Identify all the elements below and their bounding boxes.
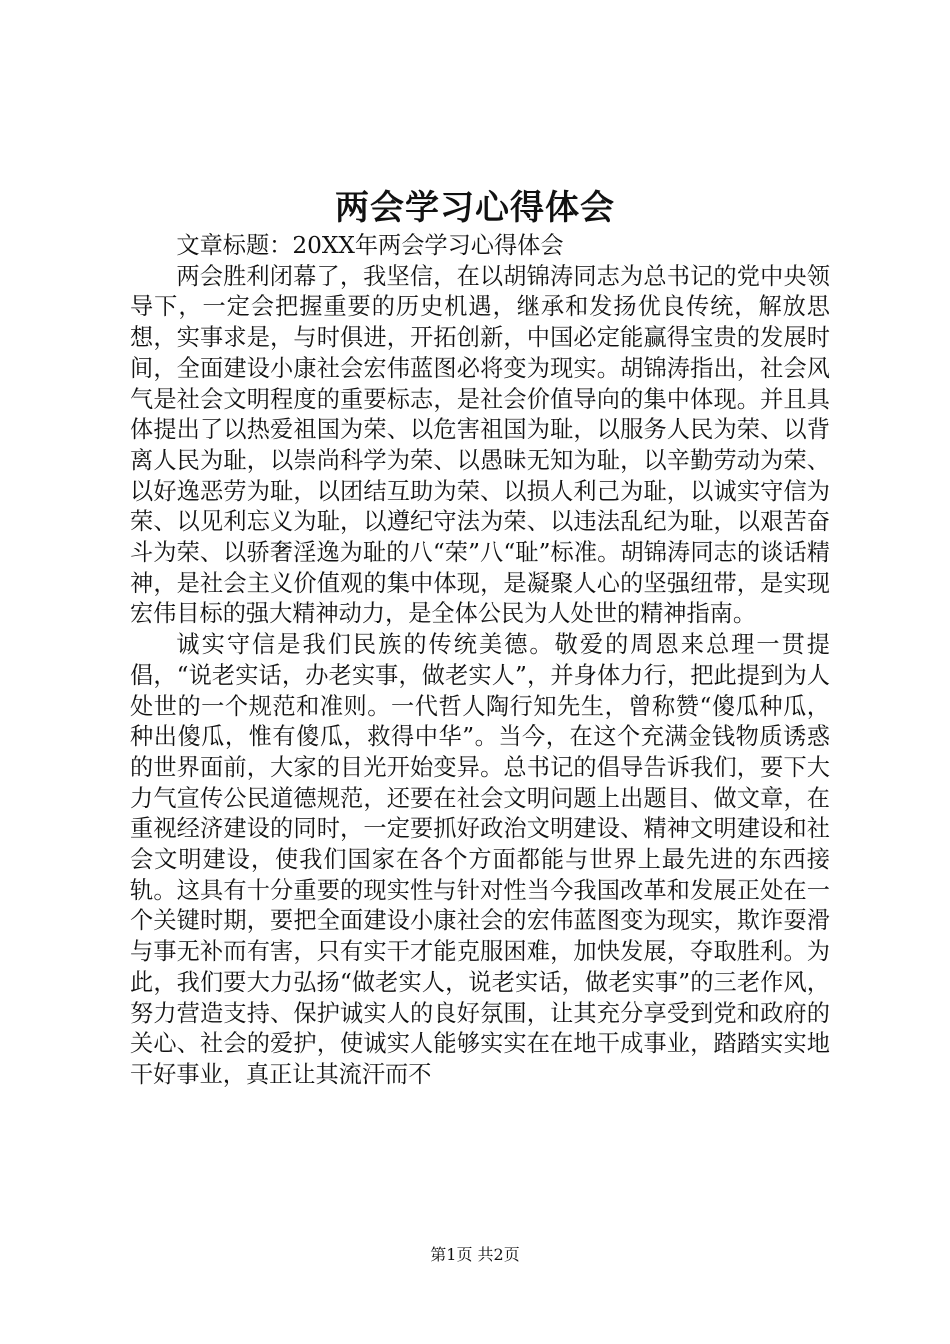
- article-title-line: 文章标题：20XX年两会学习心得体会: [176, 232, 564, 259]
- page-footer: 第1页 共2页: [430, 1245, 520, 1264]
- paragraph-1: 两会胜利闭幕了，我坚信，在以胡锦涛同志为总书记的党中央领导下，一定会把握重要的历史机遇，继承和发扬优良传统，解放思想，实事求是，与时俱进，开拓创新，中国必定能赢得宝贵的发展时间，全面建设小康社会宏伟蓝图必将变为现实。胡锦涛指出，社会风气是社会文明程度的重要标志，是社会价值导向的集中体现。并且具体提出了以热爱祖国为荣、以危害祖国为耻，以服务人民为荣、以背离人民为耻，以崇尚科学为荣、以愚昧无知为耻，以辛勤劳动为荣、以好逸恶劳为耻，以团结互助为荣、以损人利己为耻，以诚实守信为荣、以见利忘义为耻，以遵纪守法为荣、以违法乱纪为耻，以艰苦奋斗为荣、以骄奢淫逸为耻的八“荣”八“耻”标准。胡锦涛同志的谈话精神，是社会主义价值观的集中体现，是凝聚人心的坚强纽带，是实现宏伟目标的强大精神动力，是全体公民为人处世的精神指南。: [130, 262, 830, 628]
- document-title: 两会学习心得体会: [335, 188, 615, 228]
- document-body: [130, 231, 830, 1091]
- paragraph-2: 诚实守信是我们民族的传统美德。敬爱的周恩来总理一贯提倡，“说老实话，办老实事，做老实人”，并身体力行，把此提到为人处世的一个规范和准则。一代哲人陶行知先生，曾称赞“傻瓜种瓜，种出傻瓜，惟有傻瓜，救得中华”。当今，在这个充满金钱物质诱惑的世界面前，大家的目光开始变异。总书记的倡导告诉我们，要下大力气宣传公民道德规范，还要在社会文明问题上出题目、做文章，在重视经济建设的同时，一定要抓好政治文明建设、精神文明建设和社会文明建设，使我们国家在各个方面都能与世界上最先进的东西接轨。这具有十分重要的现实性与针对性当今我国改革和发展正处在一个关键时期，要把全面建设小康社会的宏伟蓝图变为现实，欺诈耍滑与事无补而有害，只有实干才能克服困难，加快发展，夺取胜利。为此，我们要大力弘扬“做老实人，说老实话，做老实事”的三老作风，努力营造支持、保护诚实人的良好氛围，让其充分享受到党和政府的关心、社会的爱护，使诚实人能够实实在在地干成事业，踏踏实实地干好事业，真正让其流汗而不: [130, 631, 830, 1088]
